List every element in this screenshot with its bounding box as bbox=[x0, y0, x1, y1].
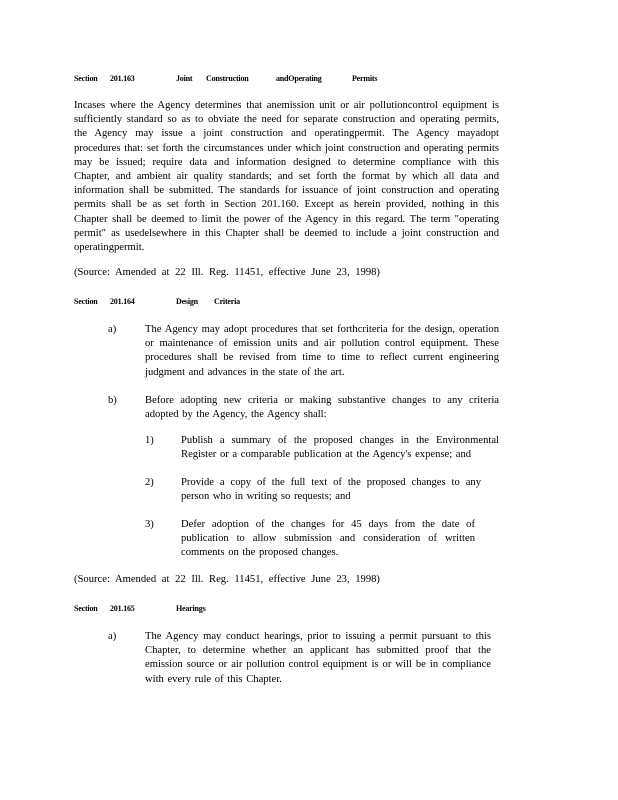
section-201-164-heading bbox=[74, 297, 240, 306]
item-b1-text: Publish a summary of the proposed changes in the Environmental Register or a comparable publication at the Agency's expense; and bbox=[181, 435, 499, 461]
section-201-163-heading bbox=[74, 74, 377, 83]
section-number: 201.165 bbox=[110, 604, 135, 613]
item-label-b3: 3) bbox=[145, 519, 154, 530]
item-label-b: b) bbox=[108, 395, 117, 406]
section-word: Section bbox=[74, 604, 98, 613]
source-note: (Source: Amended at 22 Ill. Reg. 11451, effective June 23, 1998) bbox=[74, 267, 380, 278]
source-note: (Source: Amended at 22 Ill. Reg. 11451, effective June 23, 1998) bbox=[74, 574, 380, 585]
section-title-word: Design bbox=[176, 297, 198, 306]
item-a-text: The Agency may conduct hearings, prior to issuing a permit pursuant to this Chapter, to determine whether an applicant has submitted proof that the emission source or air pollution control equipment is or will be in compliance with every rule of this Chapter. bbox=[145, 631, 491, 685]
section-title-word: Hearings bbox=[176, 604, 206, 613]
section-title-word: Criteria bbox=[214, 297, 240, 306]
section-word: Section bbox=[74, 297, 98, 306]
item-label-b1: 1) bbox=[145, 435, 154, 446]
item-label-a: a) bbox=[108, 631, 117, 642]
section-number: 201.163 bbox=[110, 74, 135, 83]
section-word: Section bbox=[74, 74, 98, 83]
section-201-163-body: Incases where the Agency determines that anemission unit or air pollutioncontrol equipment is sufficiently standard so as to obviate the need for separate construction and operating permits, the Agency may issue a joint construction and operatingpermit. The Agency mayadopt procedures that: set forth the circumstances under which joint construction and operating permits may be issued; require data and information designed to determine compliance with this Chapter, and ambient air quality standards; and set forth the format by which all data and information shall be submitted. The standards for issuance of joint construction and operating permits shall be as set forth in Section 201.160. Except as herein provided, nothing in this Chapter shall be deemed to limit the power of the Agency in this regard. The term "operating permit" as usedelsewhere in this Chapter shall be deemed to include a joint construction and operatingpermit. bbox=[74, 100, 499, 254]
item-a-text: The Agency may adopt procedures that set forthcriteria for the design, operation or maintenance of emission units and air pollution control equipment. These procedures shall be revised from time to time to reflect current engineering judgment and advances in the state of the art. bbox=[145, 324, 499, 378]
section-number: 201.164 bbox=[110, 297, 135, 306]
section-title-word: Permits bbox=[352, 74, 378, 83]
item-b-text: Before adopting new criteria or making substantive changes to any criteria adopted by the Agency, the Agency shall: bbox=[145, 395, 499, 421]
section-201-165-heading bbox=[74, 604, 206, 613]
section-title-word: Construction bbox=[206, 74, 249, 83]
section-title-word: andOperating bbox=[276, 74, 322, 83]
section-title-word: Joint bbox=[176, 74, 193, 83]
item-label-b2: 2) bbox=[145, 477, 154, 488]
item-label-a: a) bbox=[108, 324, 117, 335]
item-b3-text: Defer adoption of the changes for 45 days from the date of publication to allow submission and consideration of written comments on the proposed changes. bbox=[181, 519, 475, 559]
item-b2-text: Provide a copy of the full text of the proposed changes to any person who in writing so requests; and bbox=[181, 477, 481, 503]
